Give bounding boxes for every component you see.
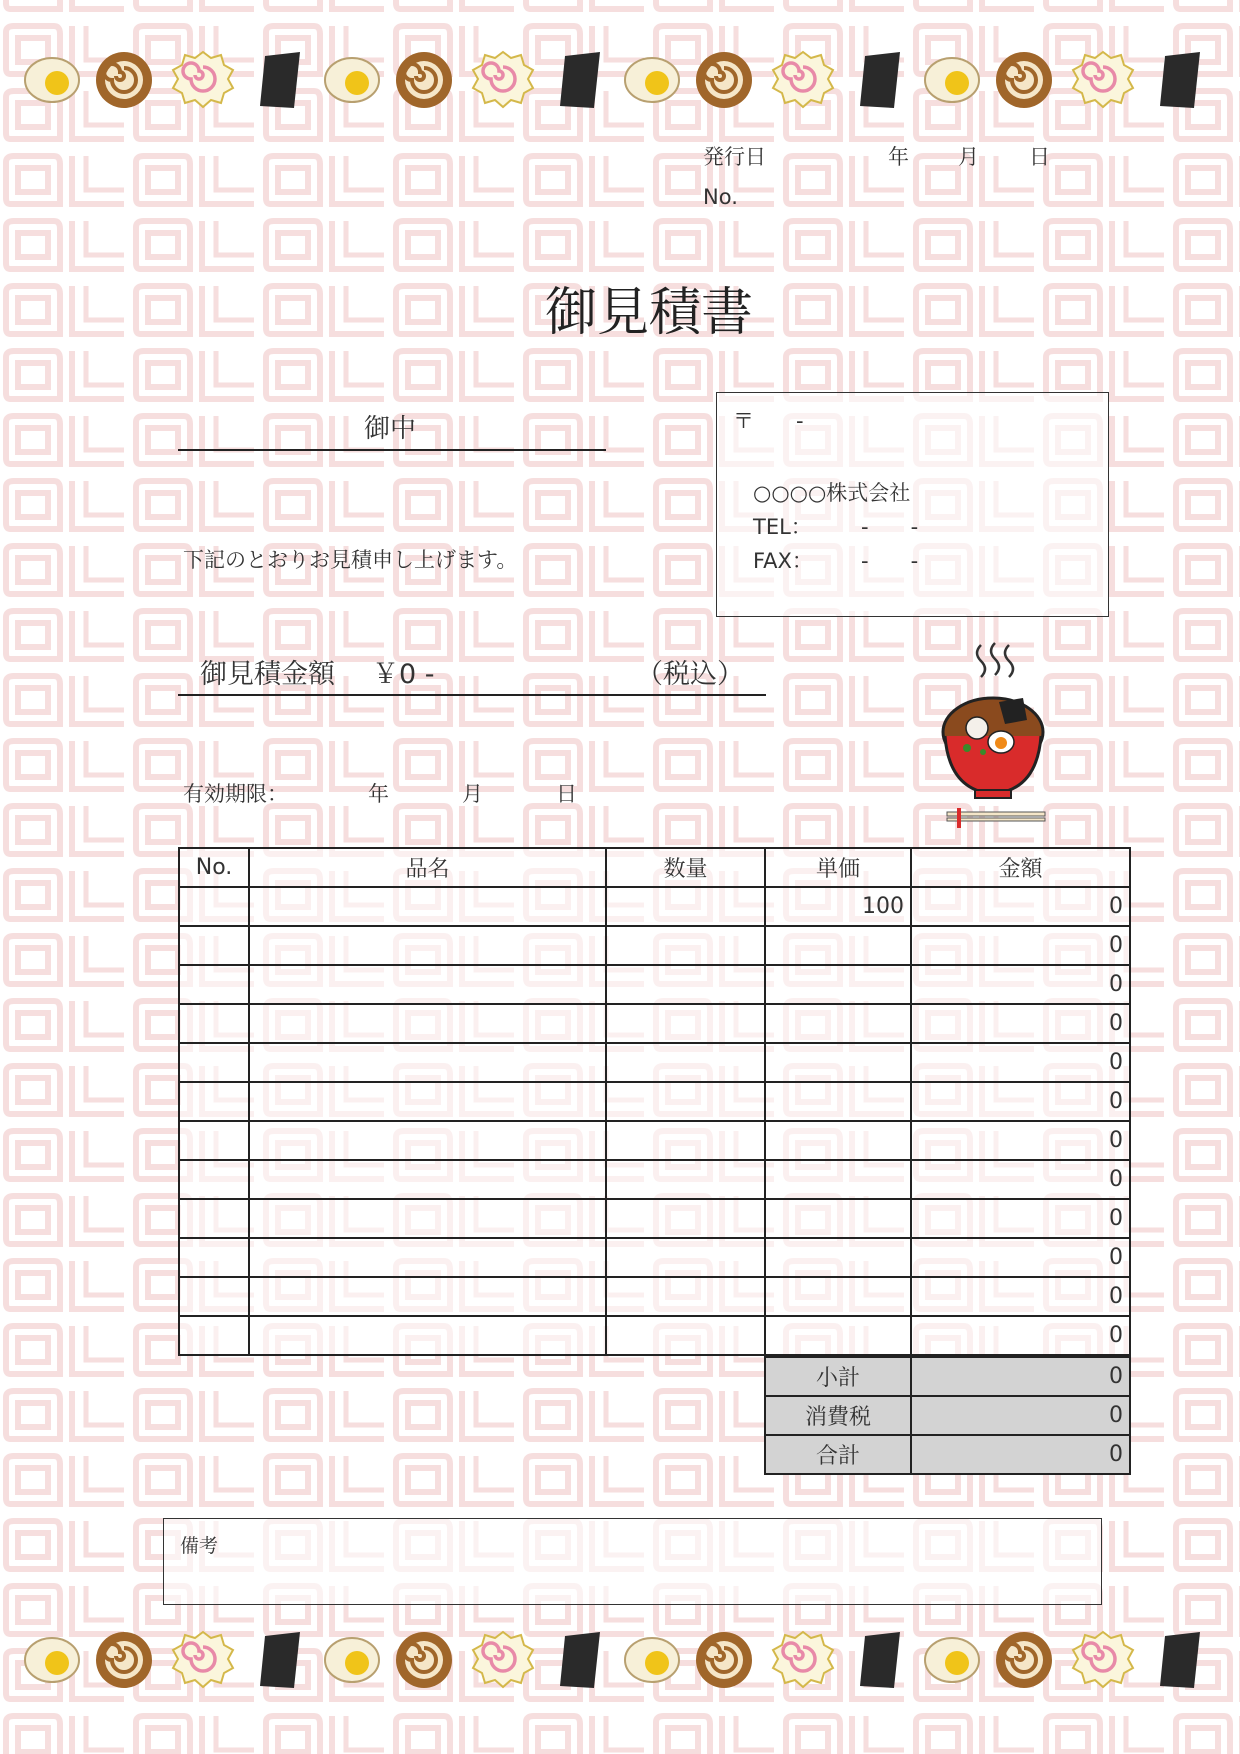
issue-date-year: 年 (888, 145, 909, 169)
recipient-underline (178, 449, 606, 451)
sender-postal: 〒 - (733, 409, 804, 433)
table-row (179, 1121, 1130, 1160)
cell-amount: 0 (911, 887, 1130, 926)
total-row (765, 1435, 1130, 1474)
subtotal-value: 0 (911, 1357, 1130, 1396)
table-row (179, 1238, 1130, 1277)
cell-no[interactable] (179, 926, 249, 965)
cell-no[interactable] (179, 1277, 249, 1316)
naruto-fish-cake-icon (173, 52, 233, 107)
cell-quantity[interactable] (606, 1004, 765, 1043)
cell-no[interactable] (179, 887, 249, 926)
validity-year: 年 (368, 782, 389, 806)
amount-label: 御見積金額 (200, 659, 335, 690)
cell-no[interactable] (179, 1082, 249, 1121)
cell-quantity[interactable] (606, 1043, 765, 1082)
cell-amount: 0 (911, 1277, 1130, 1316)
cell-unit-price[interactable]: 100 (765, 887, 911, 926)
table-row (179, 1004, 1130, 1043)
table-row (179, 1160, 1130, 1199)
sender-fax-value: - - (861, 549, 919, 573)
cell-quantity[interactable] (606, 887, 765, 926)
header-quantity: 数量 (606, 848, 765, 887)
items-table (178, 847, 1131, 1356)
cell-amount: 0 (911, 926, 1130, 965)
cell-no[interactable] (179, 1238, 249, 1277)
cell-item-name[interactable] (249, 1043, 606, 1082)
cell-unit-price[interactable] (765, 1277, 911, 1316)
cell-amount: 0 (911, 1043, 1130, 1082)
sender-fax-label: FAX： (753, 549, 813, 573)
cell-unit-price[interactable] (765, 1043, 911, 1082)
cell-unit-price[interactable] (765, 965, 911, 1004)
cell-item-name[interactable] (249, 1199, 606, 1238)
cell-item-name[interactable] (249, 926, 606, 965)
cell-unit-price[interactable] (765, 1082, 911, 1121)
issue-date-day: 日 (1029, 145, 1050, 169)
egg-icon (25, 58, 79, 102)
cell-no[interactable] (179, 1043, 249, 1082)
cell-amount: 0 (911, 965, 1130, 1004)
cell-no[interactable] (179, 965, 249, 1004)
table-row (179, 965, 1130, 1004)
header-item-name: 品名 (249, 848, 606, 887)
issue-date-month: 月 (958, 145, 979, 169)
table-row (179, 1199, 1130, 1238)
cell-unit-price[interactable] (765, 926, 911, 965)
cell-item-name[interactable] (249, 1316, 606, 1355)
cell-item-name[interactable] (249, 1277, 606, 1316)
totals-table (764, 1356, 1131, 1475)
sender-tel-label: TEL： (753, 515, 812, 539)
cell-quantity[interactable] (606, 1238, 765, 1277)
bottom-decor-border (0, 1610, 1240, 1710)
sender-company: ○○○○株式会社 (753, 481, 911, 505)
table-row (179, 1082, 1130, 1121)
remarks-box[interactable] (163, 1518, 1102, 1605)
cell-item-name[interactable] (249, 887, 606, 926)
amount-value: ￥0 - (372, 659, 435, 690)
validity-month: 月 (462, 782, 483, 806)
recipient-suffix: 御中 (364, 414, 417, 444)
tax-row (765, 1396, 1130, 1435)
intro-text: 下記のとおりお見積申し上げます。 (183, 548, 518, 572)
cell-no[interactable] (179, 1199, 249, 1238)
header-unit-price: 単価 (765, 848, 911, 887)
sender-tel-value: - - (861, 515, 919, 539)
cell-quantity[interactable] (606, 1082, 765, 1121)
cell-unit-price[interactable] (765, 1160, 911, 1199)
subtotal-row (765, 1357, 1130, 1396)
table-row (179, 1316, 1130, 1355)
cell-unit-price[interactable] (765, 1121, 911, 1160)
validity-day: 日 (556, 782, 577, 806)
issue-date-label: 発行日 (703, 145, 766, 169)
cell-quantity[interactable] (606, 965, 765, 1004)
cell-item-name[interactable] (249, 965, 606, 1004)
cell-unit-price[interactable] (765, 1316, 911, 1355)
nori-icon (260, 52, 300, 108)
cell-item-name[interactable] (249, 1004, 606, 1043)
header-no: No. (179, 848, 249, 887)
subtotal-label: 小計 (765, 1357, 911, 1396)
cell-amount: 0 (911, 1199, 1130, 1238)
cell-amount: 0 (911, 1316, 1130, 1355)
table-row (179, 1043, 1130, 1082)
cell-amount: 0 (911, 1238, 1130, 1277)
amount-tax-note: （税込） (636, 659, 744, 690)
cell-unit-price[interactable] (765, 1238, 911, 1277)
cell-no[interactable] (179, 1160, 249, 1199)
cell-unit-price[interactable] (765, 1004, 911, 1043)
cell-no[interactable] (179, 1121, 249, 1160)
naruto-swirl-icon (96, 52, 152, 108)
cell-amount: 0 (911, 1160, 1130, 1199)
cell-item-name[interactable] (249, 1160, 606, 1199)
document-title: 御見積書 (545, 283, 754, 343)
cell-quantity[interactable] (606, 1277, 765, 1316)
cell-quantity[interactable] (606, 1199, 765, 1238)
cell-amount: 0 (911, 1004, 1130, 1043)
total-label: 合計 (765, 1435, 911, 1474)
cell-unit-price[interactable] (765, 1199, 911, 1238)
table-row (179, 1277, 1130, 1316)
sender-box (716, 392, 1109, 617)
cell-item-name[interactable] (249, 1121, 606, 1160)
cell-quantity[interactable] (606, 1121, 765, 1160)
items-table-header (179, 848, 1130, 887)
tax-label: 消費税 (765, 1396, 911, 1435)
cell-quantity[interactable] (606, 1160, 765, 1199)
cell-item-name[interactable] (249, 1082, 606, 1121)
cell-item-name[interactable] (249, 1238, 606, 1277)
cell-no[interactable] (179, 1004, 249, 1043)
header-amount: 金額 (911, 848, 1130, 887)
amount-underline (178, 694, 766, 696)
tax-value: 0 (911, 1396, 1130, 1435)
validity-label: 有効期限： (183, 782, 288, 806)
table-row (179, 926, 1130, 965)
cell-amount: 0 (911, 1082, 1130, 1121)
top-decor-border (0, 30, 1240, 130)
ramen-bowl-illustration (935, 640, 1055, 835)
remarks-label: 備考 (180, 1535, 219, 1557)
cell-quantity[interactable] (606, 926, 765, 965)
table-row (179, 887, 1130, 926)
cell-no[interactable] (179, 1316, 249, 1355)
cell-amount: 0 (911, 1121, 1130, 1160)
total-value: 0 (911, 1435, 1130, 1474)
cell-quantity[interactable] (606, 1316, 765, 1355)
document-no-label: No. (703, 185, 738, 209)
